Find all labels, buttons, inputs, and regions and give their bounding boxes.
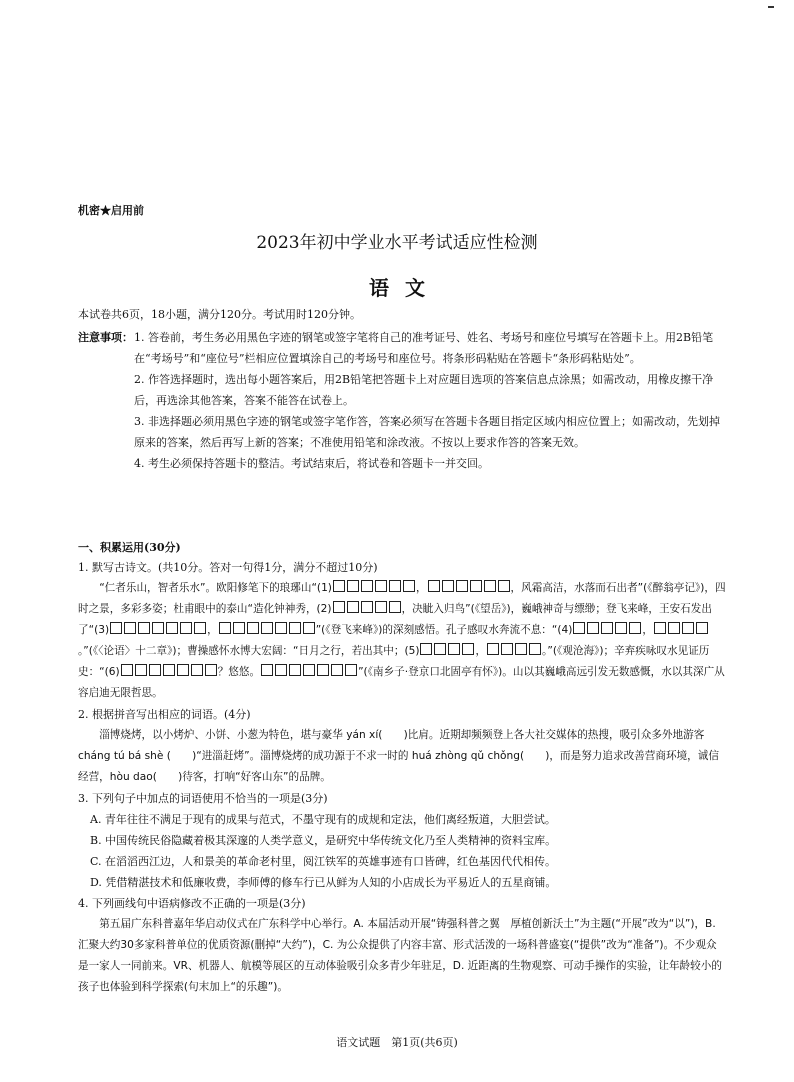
note-item: 4. 考生必须保持答题卡的整洁。考试结束后，将试卷和答题卡一并交回。: [134, 457, 489, 470]
answer-blank[interactable]: [194, 622, 206, 634]
notes-list: [134, 327, 728, 474]
answer-blank[interactable]: [420, 643, 432, 655]
question-3-options: [90, 809, 726, 893]
answer-blank[interactable]: [515, 643, 527, 655]
answer-blank[interactable]: [375, 580, 387, 592]
answer-blank[interactable]: [152, 622, 164, 634]
answer-blank[interactable]: [361, 580, 373, 592]
note-item: 1. 答卷前，考生务必用黑色字迹的钢笔或签字笔将自己的准考证号、姓名、考场号和座位号填写在答题卡上。用2B铅笔在“考场号”和“座位号”栏相应位置填涂自己的考场号和座位号。将条形码粘贴在答题卡“条形码粘贴处”。: [134, 331, 714, 365]
answer-blank[interactable]: [629, 622, 641, 634]
answer-blank[interactable]: [448, 643, 460, 655]
answer-blank[interactable]: [347, 580, 359, 592]
answer-blank[interactable]: [233, 622, 245, 634]
answer-blank[interactable]: [484, 580, 496, 592]
answer-blank[interactable]: [191, 664, 203, 676]
answer-blank[interactable]: [110, 622, 122, 634]
question-2-text: 淄博烧烤，以小烤炉、小饼、小葱为特色，堪与豪华 yán xí( )比肩。近期却频频登上各大社交媒体的热搜，吸引众多外地游客 cháng tú bá shè ( )“进淄赶烤”。淄博烧烤的成功源于不求一时的 huá zhòng qǔ chǒng( )，而是努力追求改善营商环境，诚信经营，hòu dao( )待客，打响“好客山东”的品牌。: [78, 729, 719, 783]
answer-blank[interactable]: [434, 643, 446, 655]
option-b[interactable]: B. 中国传统民俗隐藏着极其深邃的人类学意义，是研究中华传统文化乃至人类精神的资料宝库。: [90, 834, 557, 847]
answer-blank[interactable]: [470, 580, 482, 592]
answer-blank[interactable]: [654, 622, 666, 634]
q1-text-part: ，风霜高洁，水落而石出者”(《醉翁亭记》)，四时之景，多彩多姿；杜甫眼中的泰山“造化钟神秀，(2): [78, 582, 726, 615]
q1-text-part: 。”(《观沧海》)；辛弃疾咏叹水见证历史：“(6): [78, 645, 710, 678]
section-heading: 一、积累运用(30分): [78, 541, 181, 554]
answer-blank[interactable]: [135, 664, 147, 676]
answer-blank[interactable]: [289, 664, 301, 676]
note-item: 2. 作答选择题时，选出每小题答案后，用2B铅笔把答题卡上对应题目选项的答案信息点涂黑；如需改动，用橡皮擦干净后，再选涂其他答案，答案不能答在试卷上。: [134, 373, 714, 407]
notes-label: 注意事项：: [78, 331, 133, 344]
answer-blank[interactable]: [403, 580, 415, 592]
question-1-stem: 1. 默写古诗文。(共10分。答对一句得1分，满分不超过10分): [78, 561, 378, 574]
option-a[interactable]: A. 青年往往不满足于现有的成果与范式，不墨守现有的成规和定法，他们离经叛道，大胆尝试。: [90, 813, 556, 826]
option-d[interactable]: D. 凭借精湛技术和低廉收费，李师傅的修车行已从鲜为人知的小店成长为平易近人的五星商铺。: [90, 876, 557, 889]
answer-blank[interactable]: [347, 601, 359, 613]
answer-blank[interactable]: [166, 622, 178, 634]
answer-blank[interactable]: [587, 622, 599, 634]
answer-blank[interactable]: [177, 664, 189, 676]
answer-blank[interactable]: [219, 622, 231, 634]
answer-blank[interactable]: [317, 664, 329, 676]
question-4-stem: 4. 下列画线句中语病修改不正确的一项是(3分): [78, 897, 306, 910]
answer-blank[interactable]: [375, 601, 387, 613]
answer-blank[interactable]: [428, 580, 440, 592]
answer-blank[interactable]: [389, 601, 401, 613]
answer-blank[interactable]: [275, 664, 287, 676]
answer-blank[interactable]: [456, 580, 468, 592]
answer-blank[interactable]: [149, 664, 161, 676]
answer-blank[interactable]: [303, 622, 315, 634]
q1-text-part: “仁者乐山，智者乐水”。欧阳修笔下的琅琊山“(1): [99, 582, 332, 594]
answer-blank[interactable]: [289, 622, 301, 634]
exam-title: 2023年初中学业水平考试适应性检测: [256, 233, 538, 253]
confidential-label: 机密★启用前: [78, 204, 144, 217]
q1-text-part: 。”(《〈论语〉十二章》)；曹操感怀水博大宏阔：“日月之行，若出其中；(5): [78, 645, 420, 657]
note-item: 3. 非选择题必须用黑色字迹的钢笔或签字笔作答，答案必须写在答题卡各题目指定区域内相应位置上；如需改动，先划掉原来的答案，然后再写上新的答案；不准使用铅笔和涂改液。不按以上要求作答的答案无效。: [134, 415, 720, 449]
answer-blank[interactable]: [487, 643, 499, 655]
answer-blank[interactable]: [462, 643, 474, 655]
answer-blank[interactable]: [501, 643, 513, 655]
exam-intro: 本试卷共6页，18小题，满分120分。考试用时120分钟。: [78, 308, 361, 321]
question-2-stem: 2. 根据拼音写出相应的词语。(4分): [78, 708, 251, 721]
question-1-text: “仁者乐山，智者乐水”。欧阳修笔下的琅琊山“(1) ， ，风霜高洁，水落而石出者”(《醉翁亭记》)，四时之景，多彩多姿；杜甫眼中的泰山“造化钟神秀，(2) ，决眦入归鸟”(《望岳》)，巍峨神奇与缥缈；登飞来峰，王安石发出了“(3) ， ”(《登飞来峰》)的深刻感悟。孔子感叹水奔流不息：“(4) ，。”(《〈论语〉十二章》)；曹操感怀水博大宏阔：“日月之行，若出其中；(5) ， 。”(《观沧海》)；辛弃疾咏叹水见证历史：“(6) ？悠悠。 ”(《南乡子·登京口北固亭有怀》)。山以其巍峨高远引发无数感慨，水以其深广从容启迪无限哲思。: [78, 582, 726, 699]
answer-blank[interactable]: [331, 664, 343, 676]
answer-blank[interactable]: [682, 622, 694, 634]
question-3-stem: 3. 下列句子中加点的词语使用不恰当的一项是(3分): [78, 792, 328, 805]
answer-blank[interactable]: [498, 580, 510, 592]
answer-blank[interactable]: [529, 643, 541, 655]
answer-blank[interactable]: [138, 622, 150, 634]
q1-text-part: ？悠悠。: [217, 666, 261, 678]
answer-blank[interactable]: [121, 664, 133, 676]
answer-blank[interactable]: [345, 664, 357, 676]
page-footer: 语文试题 第1页(共6页): [336, 1036, 458, 1049]
answer-blank[interactable]: [361, 601, 373, 613]
notes-block: [78, 327, 728, 474]
answer-blank[interactable]: [615, 622, 627, 634]
answer-blank[interactable]: [163, 664, 175, 676]
question-4-text: 第五届广东科普嘉年华启动仪式在广东科学中心举行。A. 本届活动开展“铸强科普之翼 厚植创新沃土”为主题(“开展”改为“以”)，B. 汇聚大约30多家科普单位的优质资源(删掉“大约”)，C. 为公众提供了内容丰富、形式活泼的一场科普盛宴(“提供”改为“准备”)。不少观众是一家人一同前来。VR、机器人、航模等展区的互动体验吸引众多青少年驻足，D. 近距离的生物观察、可动手操作的实验，让年龄较小的孩子也体验到科学探索(句末加上“的乐趣”)。: [78, 918, 722, 993]
answer-blank[interactable]: [247, 622, 259, 634]
answer-blank[interactable]: [389, 580, 401, 592]
answer-blank[interactable]: [333, 580, 345, 592]
q1-text-part: ”(《登飞来峰》)的深刻感悟。孔子感叹水奔流不息：“(4): [315, 624, 573, 636]
answer-blank[interactable]: [124, 622, 136, 634]
q1-text-part: ”(《南乡子·登京口北固亭有怀》)。山以其巍峨高远引发无数感慨，水以其深广从容启迪无限哲思。: [78, 666, 725, 699]
option-c[interactable]: C. 在滔滔西江边，人和景美的革命老村里，阅江铁军的英雄事迹有口皆碑，红色基因代代相传。: [90, 855, 557, 868]
answer-blank[interactable]: [333, 601, 345, 613]
answer-blank[interactable]: [696, 622, 708, 634]
answer-blank[interactable]: [275, 622, 287, 634]
corner-mark: [768, 6, 774, 8]
answer-blank[interactable]: [261, 664, 273, 676]
answer-blank[interactable]: [442, 580, 454, 592]
answer-blank[interactable]: [573, 622, 585, 634]
answer-blank[interactable]: [303, 664, 315, 676]
subject-title: 语文: [369, 276, 441, 300]
answer-blank[interactable]: [180, 622, 192, 634]
answer-blank[interactable]: [205, 664, 217, 676]
answer-blank[interactable]: [601, 622, 613, 634]
q1-text-part: ，决眦入归鸟”(《望岳》)，巍峨神奇与缥缈；登飞来峰，王安石发出了“(3): [78, 603, 712, 636]
answer-blank[interactable]: [261, 622, 273, 634]
questions-body: [78, 557, 726, 998]
answer-blank[interactable]: [668, 622, 680, 634]
